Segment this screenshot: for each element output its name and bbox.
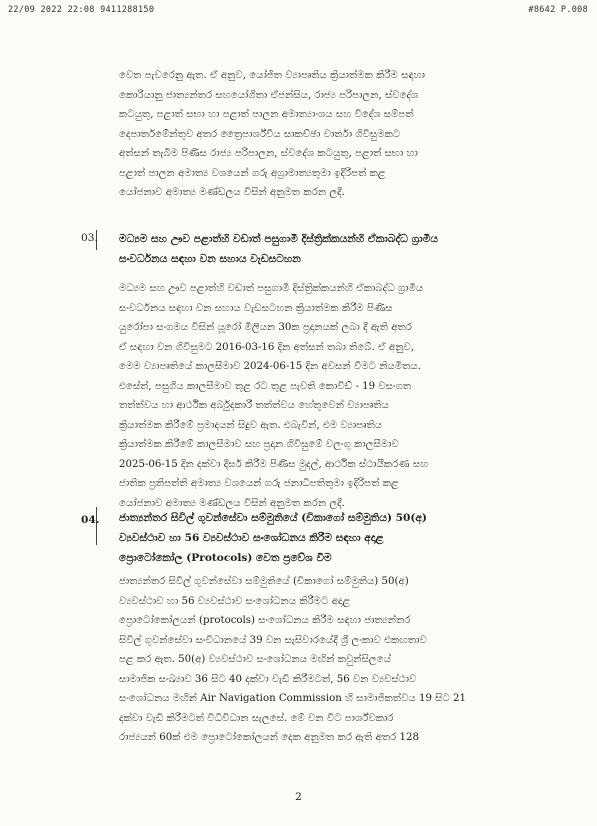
page-number: 2 bbox=[295, 791, 302, 803]
text-line: සංවර්ධනය සඳහා වන සහාය වැඩසටහන ක්‍රියාත්මක කිරීම පිණිස bbox=[119, 302, 393, 314]
text-line: දෙපාර්තමේන්තුව අතර ත්‍රෛපාර්ශ්වීය සාකච්ඡා වාර්තා ගිවිසුමකට bbox=[119, 128, 401, 140]
text-line: යෝජනාව අමාත්‍ය මණ්ඩලය විසින් අනුමත කරන ලදී. bbox=[119, 187, 345, 198]
section-04-title bbox=[119, 508, 517, 568]
section-03-body bbox=[119, 279, 517, 513]
text-line: 2025-06-15 දින දක්වා දීර්ඝ කිරීම පිණිස මුදල්, ආර්ථික ස්ථායීකරණ සහ bbox=[119, 458, 429, 470]
text-line: එසේත්, පසුගිය කාලසීමාව තුළ රට තුළ පැවති කොවිඩ් - 19 වසංගත bbox=[119, 380, 412, 392]
title-line: ජාත්‍යන්තර සිවිල් ගුවන්සේවා සම්මුතියේ (චිකාගෝ සම්මුතිය) 50(අ) bbox=[119, 512, 427, 524]
section-04-number: 04. bbox=[81, 514, 100, 526]
title-line: මධ්‍යම සහ ඌව පළාත්හි වඩාත් පසුගාමී දිස්ත්‍රික්කයන්හි ඒකාබද්ධ ග්‍රාමීය bbox=[119, 233, 438, 245]
text-line: පළ කර ඇත. 50(අ) ව්‍යවස්ථාව සංශෝධනය මඟින් කවුන්සිලයේ bbox=[119, 654, 391, 665]
title-line: ප්‍රොටෝකෝල (Protocols) වෙත ප්‍රවේශ වීම bbox=[119, 552, 332, 564]
text-line: ව්‍යවස්ථාව හා 56 ව්‍යවස්ථාව සංශෝධනය කිරීමට අදාළ bbox=[119, 595, 351, 607]
text-line: යුරෝපා සංගමය විසින් යූරෝ මිලියන 30ක ප්‍රදානයක් ලබා දී ඇති අතර bbox=[119, 322, 412, 333]
text-line: අත්සන් තැබීම පිණිස රාජ්‍ය පරිපාලන, ස්වදේශ කටයුතු, පළාත් සභා හා bbox=[119, 148, 418, 159]
fax-header-right: #8642 P.008 bbox=[528, 5, 588, 15]
text-line: ජාත්‍යන්තර සිවිල් ගුවන්සේවා සම්මුතියේ (චිකාගෝ සම්මුතිය) 50(අ) bbox=[119, 576, 409, 587]
text-line: කටයුතු, පළාත් සභා හා පළාත් පාලන අමාත්‍යාංශය සහ විදේශ සම්පත් bbox=[119, 109, 414, 120]
title-line: සංවර්ධනය සඳහා වන සහාය වැඩසටහන bbox=[119, 253, 301, 265]
text-line: පළාත් පාලන අමාත්‍ය වශයෙන් ගරු අග්‍රාමාත්‍යතුමා ඉදිරිපත් කළ bbox=[119, 167, 386, 179]
section-03-number: 03. bbox=[81, 232, 98, 244]
text-line: තත්ත්වය හා ආර්ථික අර්බුදකාරී තත්ත්වය හේතුවෙන් ව්‍යාපෘතිය bbox=[119, 400, 389, 411]
text-line: මෙම ව්‍යාපෘතියේ කාලසීමාව 2024-06-15 දින අවසන් වීමට නියමිතය. bbox=[119, 361, 421, 372]
text-line: කොරියානු ජාත්‍යන්තර සහයෝගිතා ඒජන්සිය, රාජ්‍ය පරිපාලන, ස්වදේශ bbox=[119, 89, 419, 101]
text-line: රාජ්‍යයන් 60ක් එම ප්‍රොටෝකෝලයන් දෙක අනුමත කර ඇති අතර 128 bbox=[119, 732, 419, 743]
text-line: වෙත පැවරෙනු ඇත. ඒ අනුව, යෝජිත ව්‍යාපෘතිය ක්‍රියාත්මක කිරීම සඳහා bbox=[119, 70, 425, 81]
text-line: සාමාජික සංඛ්‍යාව 36 සිට 40 දක්වා වැඩි කිරීමටත්, 56 වන ව්‍යවස්ථාව bbox=[119, 673, 417, 685]
text-line: ඒ සඳහා වන ගිවිසුමට 2016-03-16 දින අත්සන් තබා තිබේ. ඒ අනුව, bbox=[119, 341, 415, 353]
section-04-body bbox=[119, 572, 517, 748]
section-03-title bbox=[119, 229, 517, 269]
text-line: සංශෝධනය මඟින් Air Navigation Commission හි සාමාජිකත්වය 19 සිට 21 bbox=[119, 693, 467, 704]
fax-header-left: 22/09 2022 22:08 9411288150 bbox=[8, 5, 155, 15]
text-line: ක්‍රියාත්මක කිරීමේ ප්‍රමාදයන් සිදුව ඇත. එබැවින්, එම ව්‍යාපෘතිය bbox=[119, 419, 383, 431]
text-line: ජාතික ප්‍රතිපත්ති අමාත්‍ය වශයෙන් ගරු ජනාධිපතිතුමා ඉදිරිපත් කළ bbox=[119, 478, 399, 489]
text-line: ප්‍රොටෝකෝලයන් (protocols) සංශෝධනය කිරීම සඳහා ජාත්‍යන්තර bbox=[119, 615, 411, 626]
continuation-paragraph bbox=[119, 66, 517, 203]
text-line: සිවිල් ගුවන්සේවා සංවිධානයේ 39 වන සැසිවාරයේදී ශ්‍රී ලංකාව එකඟතාව bbox=[119, 634, 427, 646]
text-line: දක්වා වැඩි කිරීමටත් විධිවිධාන සැලසේ. මේ වන විට පාර්ශ්වකාර bbox=[119, 712, 394, 724]
text-line: යෝජනාව අමාත්‍ය මණ්ඩලය විසින් අනුමත කරන ලදී. bbox=[119, 497, 345, 509]
title-line: ව්‍යවස්ථාව හා 56 ව්‍යවස්ථාව සංශෝධනය කිරීම සඳහා අදාළ bbox=[119, 532, 384, 544]
section-04-marker-line bbox=[96, 507, 97, 545]
text-line: ක්‍රියාත්මක කිරීමේ කාලසීමාව සහ ප්‍රදාන ගිවිසුමේ වලංගු කාලසීමාව bbox=[119, 439, 399, 450]
text-line: මධ්‍යම සහ ඌව පළාත්හි වඩාත් පසුගාමී දිස්ත්‍රික්කයන්හි ඒකාබද්ධ ග්‍රාමීය bbox=[119, 283, 424, 294]
